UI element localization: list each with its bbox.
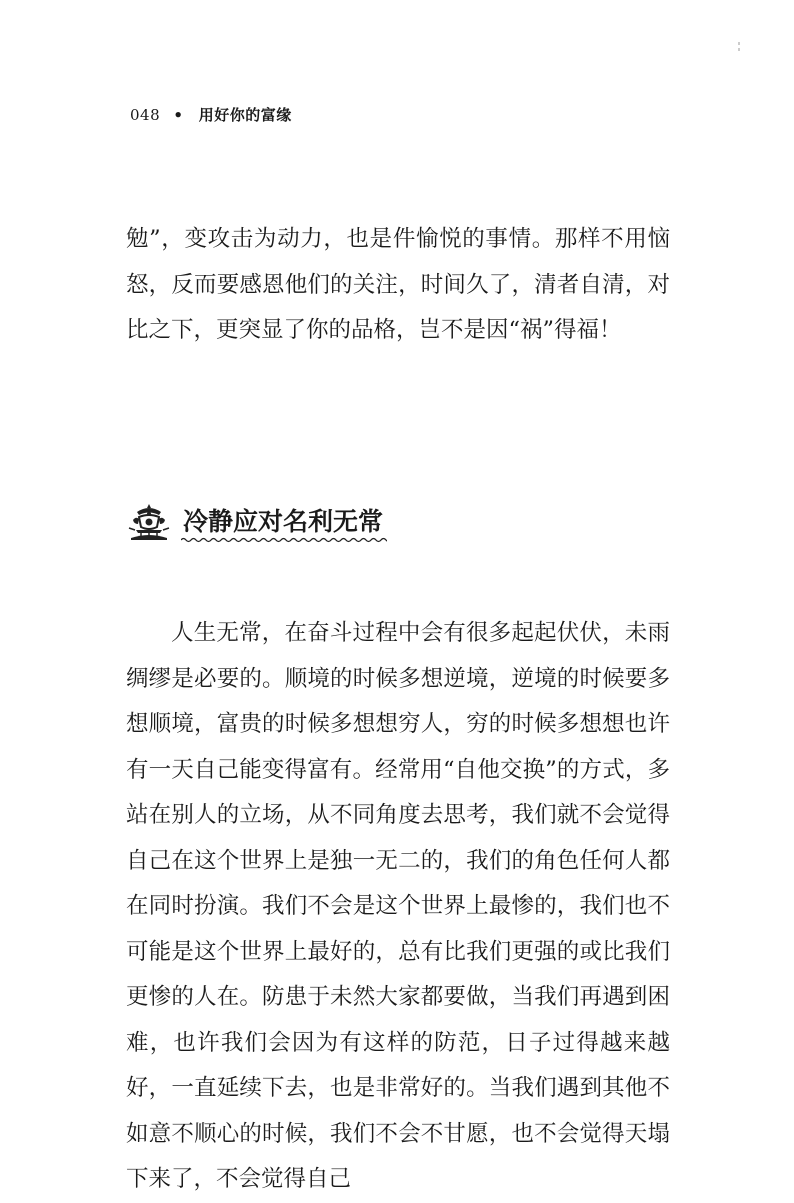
scan-mark (738, 42, 740, 52)
dharma-ornament-icon (127, 502, 171, 544)
book-title: 用好你的富缘 (198, 106, 292, 124)
wavy-underline (181, 536, 387, 544)
page-number: 048 (130, 106, 161, 124)
section-heading (127, 500, 427, 550)
section-title: 冷静应对名利无常 (183, 507, 384, 536)
body-paragraph: 人生无常，在奋斗过程中会有很多起起伏伏，未雨绸缪是必要的。顺境的时候多想逆境，逆境的时候要多想顺境，富贵的时候多想想穷人，穷的时候多想想也许有一天自己能变得富有。经常用“自他交换”的方式，多站在别人的立场，从不同角度去思考，我们就不会觉得自己在这个世界上是独一无二的，我们的角色任何人都在同时扮演。我们不会是这个世界上最惨的，我们也不可能是这个世界上最好的，总有比我们更强的或比我们更惨的人在。防患于未然大家都要做，当我们再遇到困难，也许我们会因为有这样的防范，日子过得越来越好，一直延续下去，也是非常好的。当我们遇到其他不如意不顺心的时候，我们不会不甘愿，也不会觉得天塌下来了，不会觉得自己 (126, 620, 670, 1192)
running-header (130, 104, 292, 125)
header-bullet: • (173, 106, 184, 124)
body-paragraph: 勉”，变攻击为动力，也是件愉悦的事情。那样不用恼怒，反而要感恩他们的关注，时间久了，清者自清，对比之下，更突显了你的品格，岂不是因“祸”得福！ (126, 226, 670, 343)
